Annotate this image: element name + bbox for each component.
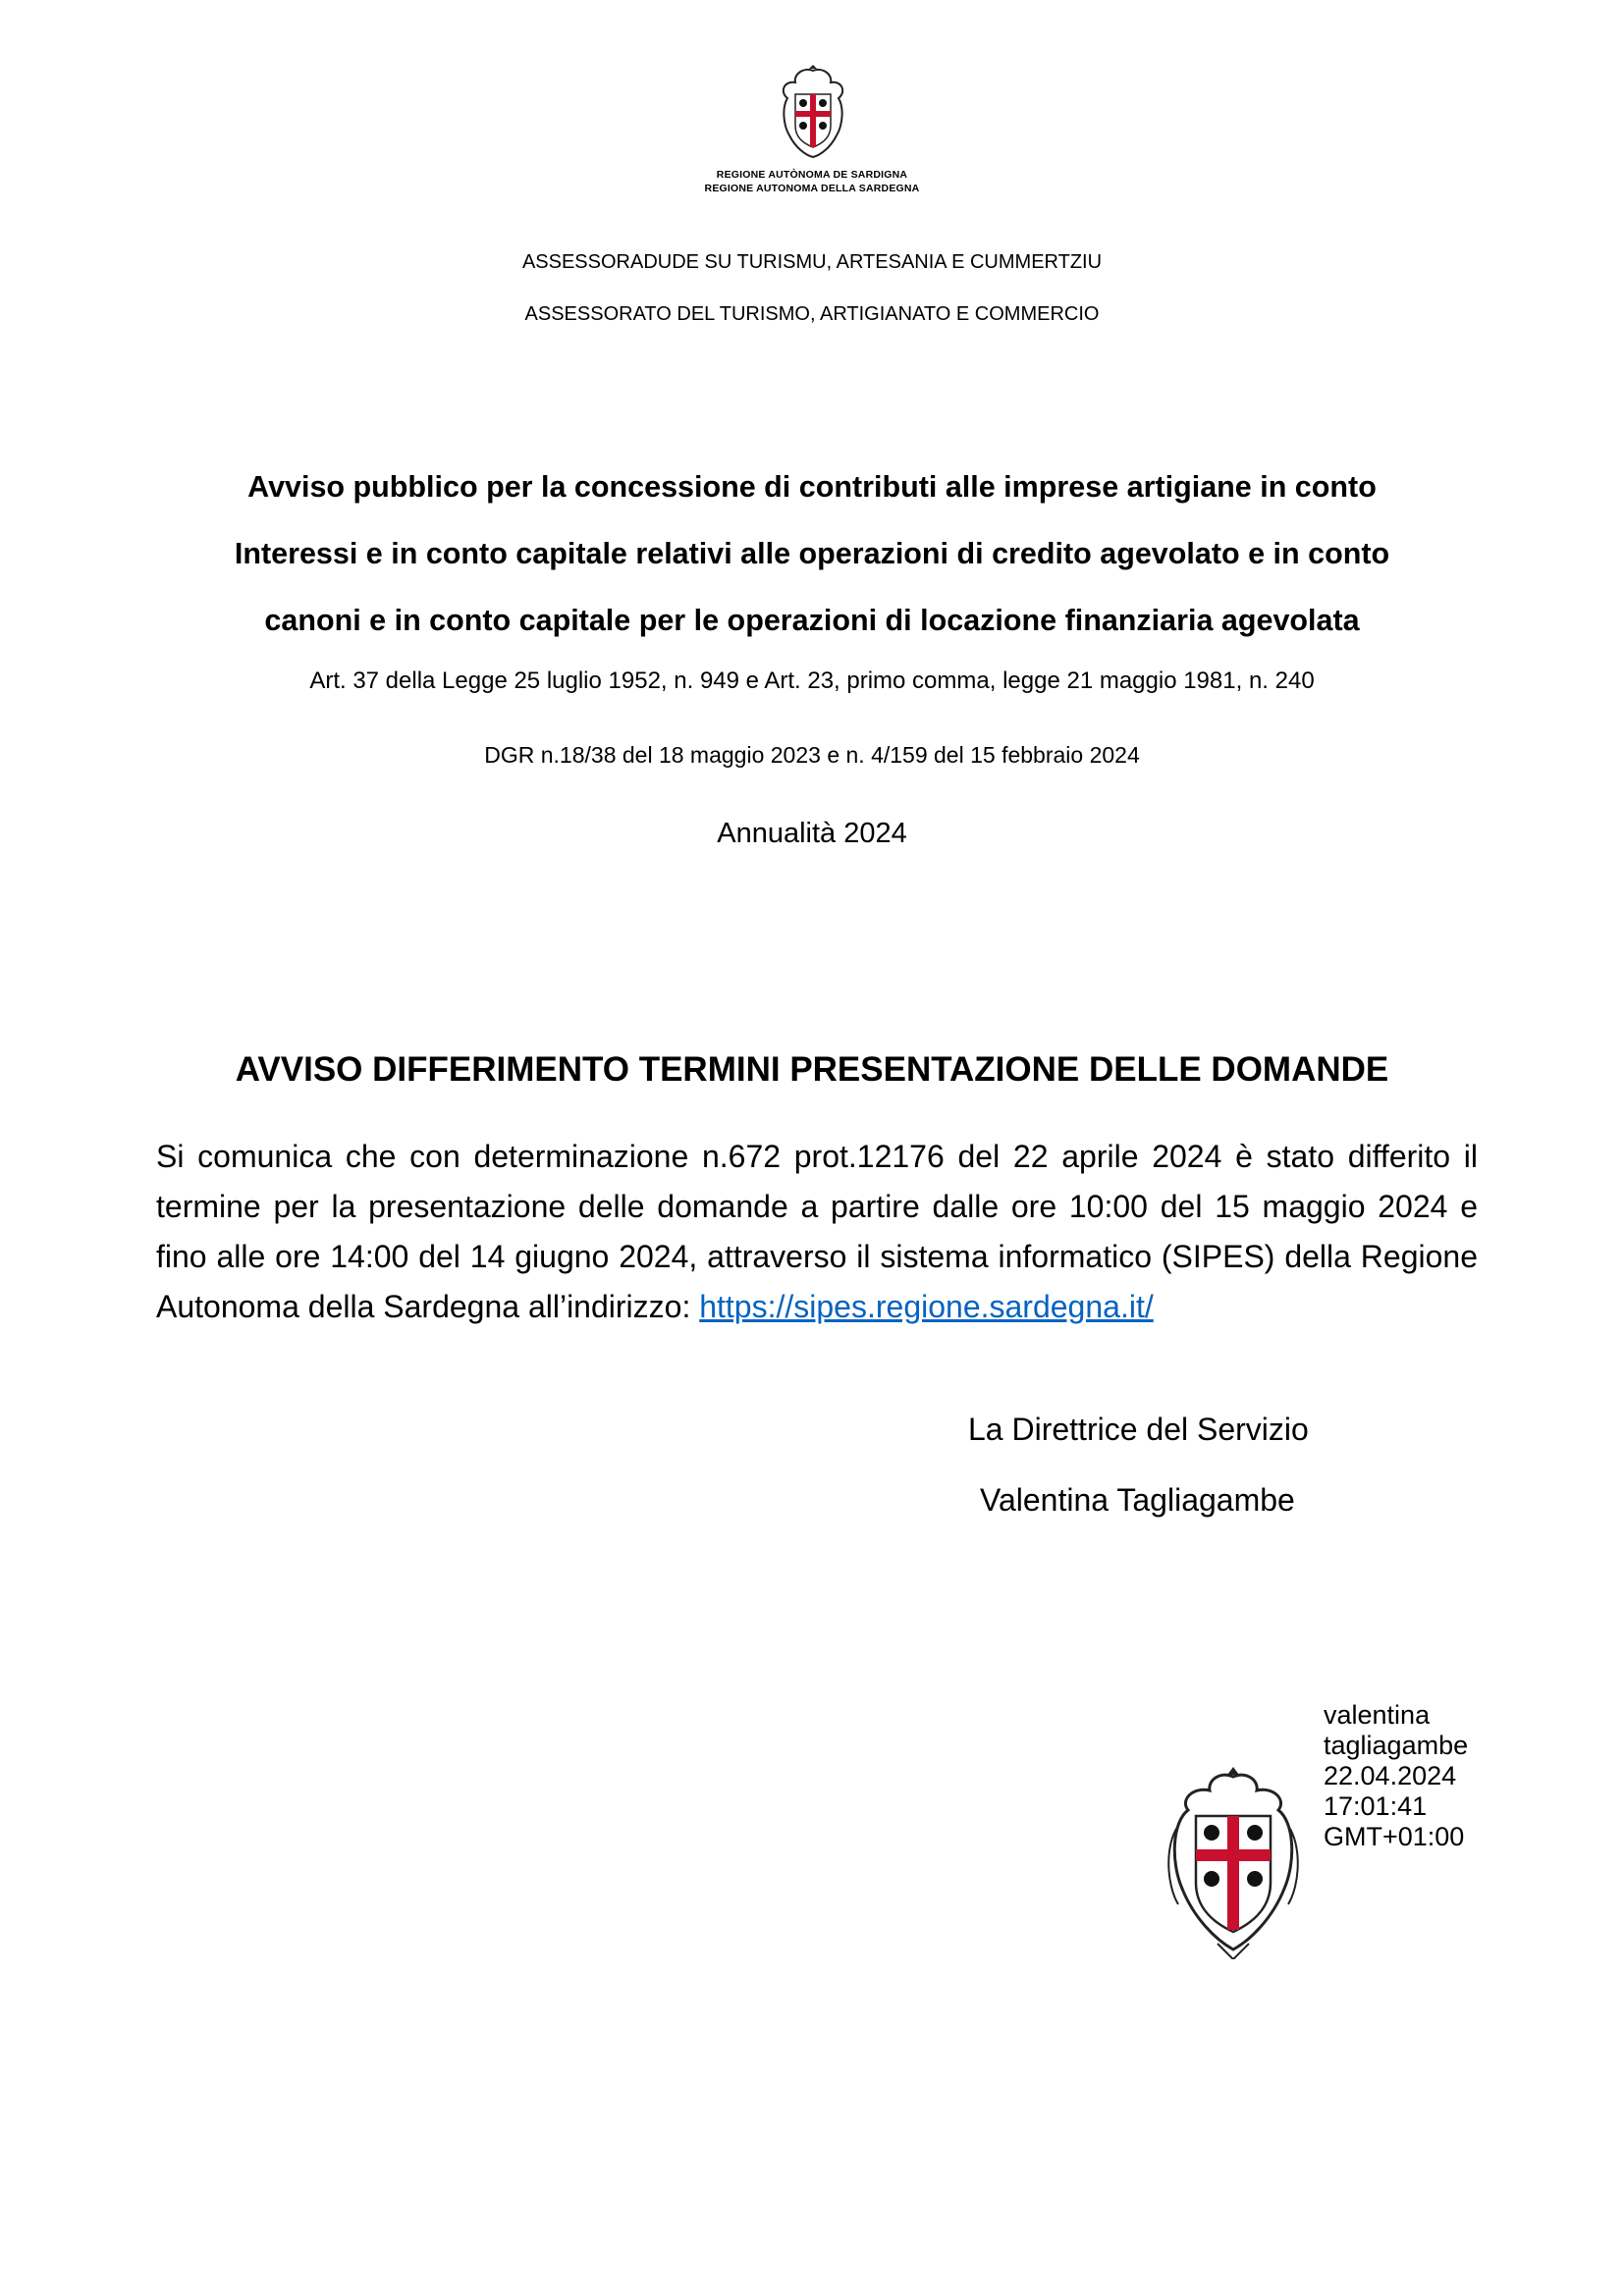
dgr-reference: DGR n.18/38 del 18 maggio 2023 e n. 4/159 del 15 febbraio 2024 [484, 742, 1140, 768]
sipes-link[interactable]: https://sipes.regione.sardegna.it/ [699, 1289, 1154, 1324]
digital-signature-last-name: tagliagambe [1324, 1731, 1469, 1760]
document-title [147, 454, 1477, 654]
title-line-3: canoni e in conto capitale per le operazioni di locazione finanziaria agevolata [264, 604, 1360, 637]
department-sardinian: ASSESSORADUDE SU TURISMU, ARTESANIA E CUMMERTZIU [521, 251, 1103, 273]
digital-signature-time: 17:01:41 [1324, 1791, 1428, 1821]
title-line-2: Interessi e in conto capitale relativi alle operazioni di credito agevolato e in conto [234, 537, 1390, 570]
sardinia-seal-icon [1159, 1767, 1308, 1959]
digital-signature-date: 22.04.2024 [1324, 1761, 1457, 1790]
region-name-sardinian: REGIONE AUTÒNOMA DE SARDIGNA [716, 169, 908, 181]
signature-role: La Direttrice del Servizio [968, 1412, 1309, 1447]
digital-signature-timezone: GMT+01:00 [1324, 1822, 1465, 1851]
digital-signature-text [1324, 1700, 1468, 1852]
notice-body [156, 1132, 1478, 1332]
signature-name: Valentina Tagliagambe [980, 1482, 1295, 1518]
law-reference: Art. 37 della Legge 25 luglio 1952, n. 949 e Art. 23, primo comma, legge 21 maggio 1981, n. 240 [309, 667, 1315, 694]
title-line-1: Avviso pubblico per la concessione di contributi alle imprese artigiane in conto [247, 470, 1377, 504]
year-label: Annualità 2024 [717, 818, 907, 849]
sardinia-coat-of-arms-icon [774, 65, 852, 161]
region-name-italian: REGIONE AUTONOMA DELLA SARDEGNA [704, 183, 920, 194]
digital-signature-first-name: valentina [1324, 1700, 1431, 1730]
notice-heading: AVVISO DIFFERIMENTO TERMINI PRESENTAZIONE DELLE DOMANDE [235, 1050, 1389, 1089]
notice-body-text: Si comunica che con determinazione n.672 prot.12176 del 22 aprile 2024 è stato differito il termine per la presentazione delle domande a partire dalle ore 10:00 del 15 maggio 2024 e fino alle ore 14:00 del 14 giugno 2024, attraverso il sistema informatico (SIPES) della Regione Autonoma della Sardegna all’indirizzo: [156, 1139, 1478, 1324]
department-italian: ASSESSORATO DEL TURISMO, ARTIGIANATO E COMMERCIO [524, 303, 1100, 325]
